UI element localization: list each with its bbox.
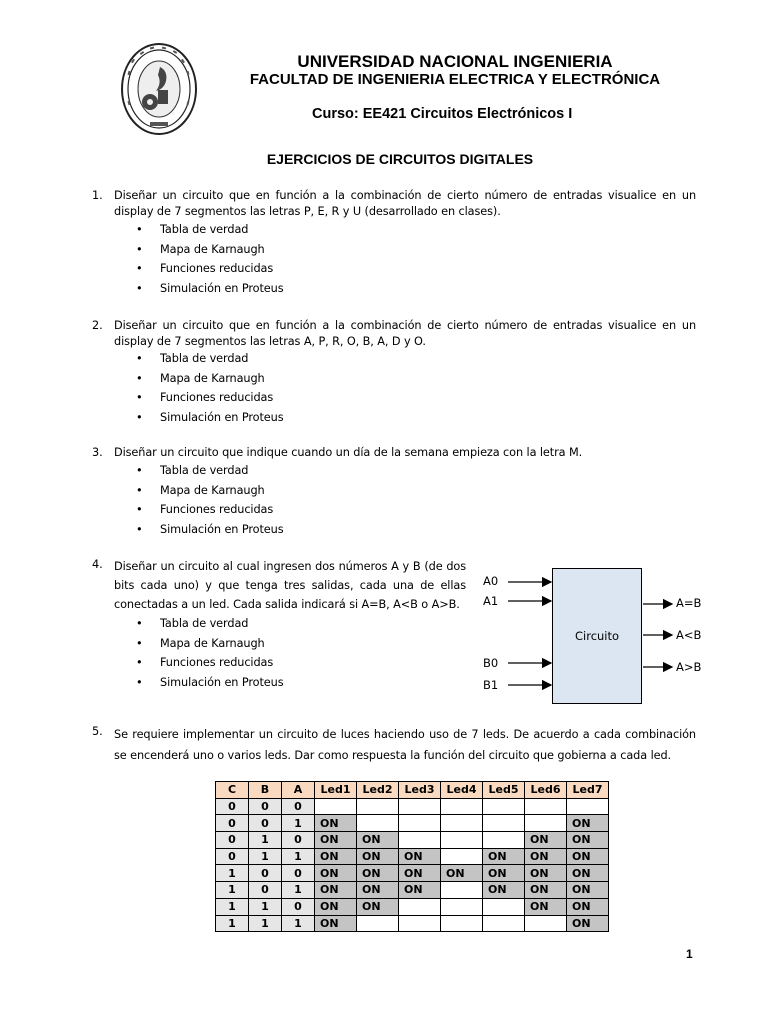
table-cell: 0 bbox=[216, 832, 249, 849]
exercise-3-text: Diseñar un circuito que indique cuando un día de la semana empieza con la letra M. bbox=[114, 446, 583, 459]
page-number: 1 bbox=[686, 947, 693, 961]
table-cell: ON bbox=[525, 848, 567, 865]
header-cell: Led1 bbox=[315, 782, 357, 799]
table-cell bbox=[441, 882, 483, 899]
table-cell: ON bbox=[441, 865, 483, 882]
table-cell bbox=[357, 798, 399, 815]
table-cell bbox=[399, 815, 441, 832]
table-cell: ON bbox=[315, 848, 357, 865]
table-cell: ON bbox=[357, 882, 399, 899]
exercise-3-bullets bbox=[136, 461, 284, 539]
table-cell: ON bbox=[567, 815, 609, 832]
table-cell: 0 bbox=[282, 832, 315, 849]
header-cell: A bbox=[282, 782, 315, 799]
table-cell bbox=[399, 832, 441, 849]
table-cell: ON bbox=[567, 898, 609, 915]
table-cell: 1 bbox=[216, 915, 249, 932]
header-cell: B bbox=[249, 782, 282, 799]
table-cell: ON bbox=[567, 915, 609, 932]
table-cell: ON bbox=[315, 915, 357, 932]
table-cell bbox=[441, 898, 483, 915]
table-cell bbox=[399, 915, 441, 932]
list-item: • Simulación en Proteus bbox=[136, 675, 284, 689]
course-title: Curso: EE421 Circuitos Electrónicos I bbox=[312, 106, 573, 122]
table-cell: ON bbox=[567, 848, 609, 865]
table-cell bbox=[567, 798, 609, 815]
list-item: • Simulación en Proteus bbox=[136, 281, 284, 295]
table-cell bbox=[483, 832, 525, 849]
table-cell: 0 bbox=[249, 882, 282, 899]
table-cell: ON bbox=[483, 865, 525, 882]
list-item: • Funciones reducidas bbox=[136, 391, 274, 405]
list-item: • Tabla de verdad bbox=[136, 617, 249, 630]
table-cell bbox=[441, 848, 483, 865]
university-name: UNIVERSIDAD NACIONAL INGENIERIA bbox=[297, 52, 613, 71]
table-cell: 1 bbox=[282, 848, 315, 865]
table-cell bbox=[399, 798, 441, 815]
table-cell: 1 bbox=[249, 898, 282, 915]
table-cell: ON bbox=[357, 898, 399, 915]
table-cell: ON bbox=[357, 848, 399, 865]
table-cell: 0 bbox=[216, 798, 249, 815]
table-cell bbox=[441, 798, 483, 815]
table-row bbox=[216, 848, 609, 865]
table-cell: 0 bbox=[216, 815, 249, 832]
table-cell: 1 bbox=[282, 815, 315, 832]
truth-table-body bbox=[216, 798, 609, 932]
exercise-1-text: Diseñar un circuito que en función a la combinación de cierto número de entradas visualice en un display de 7 segmentos las letras P, E, R y U (desarrollado en clases). bbox=[114, 189, 696, 218]
table-cell: ON bbox=[357, 865, 399, 882]
list-item: • Simulación en Proteus bbox=[136, 522, 284, 536]
university-seal-logo bbox=[120, 42, 198, 136]
list-item: • Tabla de verdad bbox=[136, 464, 249, 477]
exercise-2-number: 2. bbox=[92, 319, 103, 332]
table-cell bbox=[525, 815, 567, 832]
table-cell: 1 bbox=[282, 915, 315, 932]
table-cell: 0 bbox=[249, 815, 282, 832]
table-row bbox=[216, 882, 609, 899]
list-item: • Funciones reducidas bbox=[136, 503, 274, 517]
table-row bbox=[216, 832, 609, 849]
table-cell: 0 bbox=[249, 798, 282, 815]
table-cell: ON bbox=[315, 882, 357, 899]
table-cell: ON bbox=[399, 865, 441, 882]
table-cell: ON bbox=[315, 898, 357, 915]
table-row bbox=[216, 798, 609, 815]
table-cell bbox=[525, 915, 567, 932]
table-cell bbox=[483, 815, 525, 832]
diagram-arrows bbox=[500, 570, 680, 700]
list-item: • Tabla de verdad bbox=[136, 352, 249, 365]
list-item: • Mapa de Karnaugh bbox=[136, 242, 265, 256]
exercise-4-number: 4. bbox=[92, 558, 103, 571]
input-label-a1: A1 bbox=[483, 594, 499, 608]
table-cell: 1 bbox=[216, 882, 249, 899]
list-item: • Mapa de Karnaugh bbox=[136, 483, 265, 497]
list-item: • Tabla de verdad bbox=[136, 223, 249, 236]
table-cell: 1 bbox=[216, 865, 249, 882]
document-title: EJERCICIOS DE CIRCUITOS DIGITALES bbox=[266, 151, 534, 167]
table-cell: ON bbox=[567, 882, 609, 899]
table-cell: 0 bbox=[216, 848, 249, 865]
table-cell: ON bbox=[483, 848, 525, 865]
exercise-1-bullets bbox=[136, 220, 284, 298]
table-cell: 1 bbox=[249, 848, 282, 865]
table-cell: ON bbox=[525, 865, 567, 882]
list-item: • Funciones reducidas bbox=[136, 262, 274, 276]
header-cell: Led6 bbox=[525, 782, 567, 799]
table-header-row bbox=[216, 782, 609, 799]
table-row bbox=[216, 898, 609, 915]
output-label-eq: A=B bbox=[676, 596, 702, 610]
table-cell: ON bbox=[567, 865, 609, 882]
table-cell: ON bbox=[525, 898, 567, 915]
list-item: • Mapa de Karnaugh bbox=[136, 636, 265, 650]
table-cell bbox=[441, 815, 483, 832]
table-cell: 0 bbox=[282, 798, 315, 815]
table-cell bbox=[525, 798, 567, 815]
circuit-block-label: Circuito bbox=[575, 629, 620, 643]
exercise-4-text: Diseñar un circuito al cual ingresen dos números A y B (de dos bits cada uno) y que tenga tres salidas, cada una de ellas conectadas a un led. Cada salida indicará si A=B, A<B o A>B. bbox=[114, 560, 466, 611]
table-cell: ON bbox=[567, 832, 609, 849]
exercise-5-number: 5. bbox=[92, 725, 103, 738]
exercise-1-number: 1. bbox=[92, 189, 103, 202]
faculty-name: FACULTAD DE INGENIERIA ELECTRICA Y ELECTRÓNICA bbox=[249, 71, 661, 88]
table-cell: 1 bbox=[249, 915, 282, 932]
truth-table bbox=[215, 781, 609, 932]
table-cell: ON bbox=[315, 815, 357, 832]
table-row bbox=[216, 915, 609, 932]
table-cell: ON bbox=[357, 832, 399, 849]
list-item: • Simulación en Proteus bbox=[136, 410, 284, 424]
table-cell: ON bbox=[399, 848, 441, 865]
output-label-gt: A>B bbox=[676, 660, 702, 674]
table-cell: 1 bbox=[216, 898, 249, 915]
table-cell: 1 bbox=[249, 832, 282, 849]
table-cell: ON bbox=[315, 865, 357, 882]
table-row bbox=[216, 865, 609, 882]
table-cell bbox=[315, 798, 357, 815]
header-cell: Led4 bbox=[441, 782, 483, 799]
table-cell bbox=[483, 915, 525, 932]
output-label-lt: A<B bbox=[676, 628, 702, 642]
table-cell: ON bbox=[315, 832, 357, 849]
table-cell: 0 bbox=[282, 898, 315, 915]
header-cell: Led2 bbox=[357, 782, 399, 799]
table-cell bbox=[483, 898, 525, 915]
table-row bbox=[216, 815, 609, 832]
table-cell bbox=[399, 898, 441, 915]
header-cell: C bbox=[216, 782, 249, 799]
table-cell: 0 bbox=[249, 865, 282, 882]
table-cell: ON bbox=[483, 882, 525, 899]
input-label-a0: A0 bbox=[483, 574, 499, 588]
list-item: • Mapa de Karnaugh bbox=[136, 371, 265, 385]
input-label-b1: B1 bbox=[483, 678, 499, 692]
table-cell: ON bbox=[399, 882, 441, 899]
header-cell: Led7 bbox=[567, 782, 609, 799]
table-cell bbox=[441, 832, 483, 849]
table-cell bbox=[441, 915, 483, 932]
table-cell: 1 bbox=[282, 882, 315, 899]
list-item: • Funciones reducidas bbox=[136, 656, 274, 670]
exercise-2-text: Diseñar un circuito que en función a la combinación de cierto número de entradas visualice en un display de 7 segmentos las letras A, P, R, O, B, A, D y O. bbox=[114, 319, 696, 348]
table-cell: ON bbox=[525, 882, 567, 899]
table-cell: ON bbox=[525, 832, 567, 849]
table-cell: 0 bbox=[282, 865, 315, 882]
exercise-4-bullets bbox=[136, 614, 284, 692]
table-cell bbox=[357, 815, 399, 832]
table-cell bbox=[483, 798, 525, 815]
exercise-3-number: 3. bbox=[92, 446, 103, 459]
header-cell: Led3 bbox=[399, 782, 441, 799]
header-cell: Led5 bbox=[483, 782, 525, 799]
exercise-5-text: Se requiere implementar un circuito de luces haciendo uso de 7 leds. De acuerdo a cada combinación se encenderá uno o varios leds. Dar como respuesta la función del circuito que gobierna a cada led. bbox=[114, 728, 696, 762]
input-label-b0: B0 bbox=[483, 656, 499, 670]
table-cell bbox=[357, 915, 399, 932]
exercise-2-bullets bbox=[136, 349, 284, 427]
